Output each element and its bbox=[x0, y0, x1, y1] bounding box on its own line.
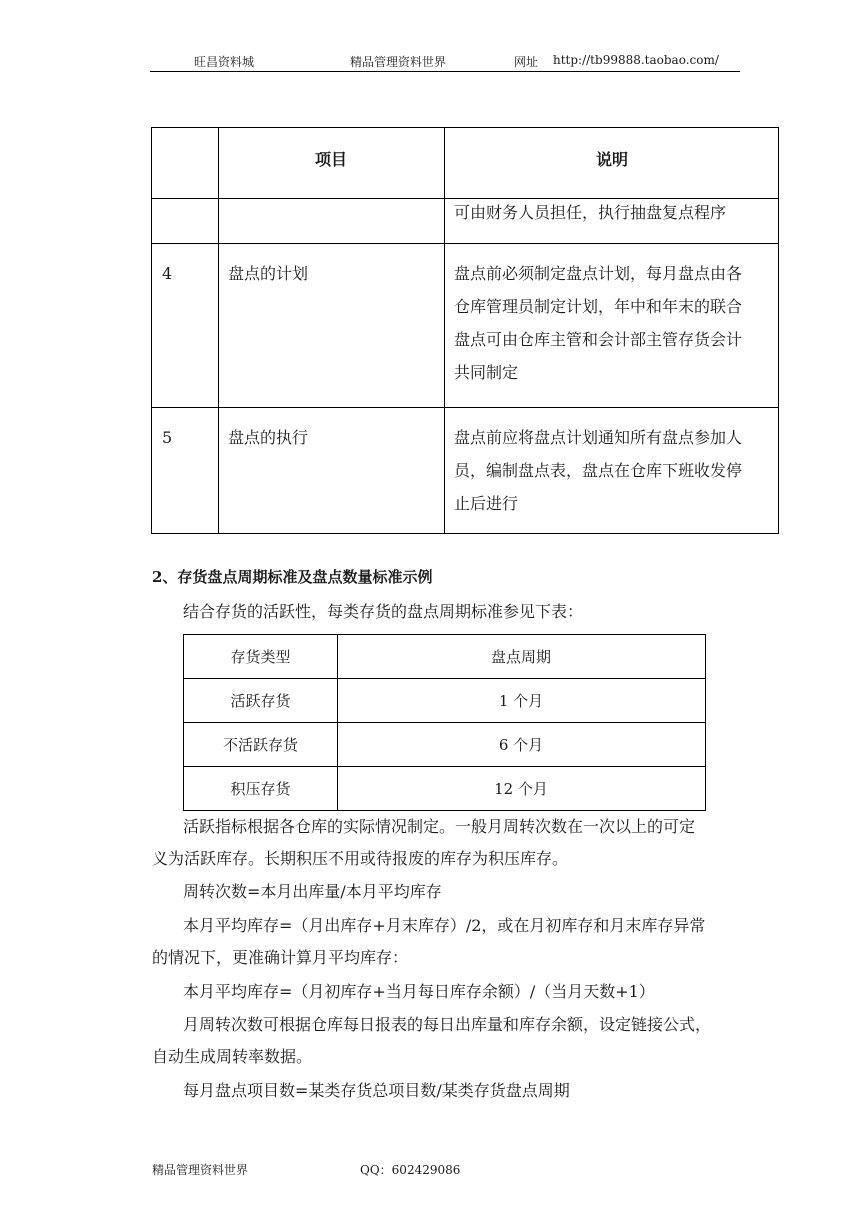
row-divider bbox=[152, 407, 778, 408]
table-cell-cycle: 1 个月 bbox=[498, 692, 544, 710]
table-header-type: 存货类型 bbox=[230, 648, 291, 666]
section-intro: 结合存货的活跃性，每类存货的盘点周期标准参见下表： bbox=[183, 602, 584, 621]
row-divider bbox=[152, 243, 778, 244]
inventory-count-table bbox=[151, 127, 779, 534]
header-site-name: 旺昌资料城 bbox=[194, 55, 255, 69]
table-cell-num: 5 bbox=[162, 428, 173, 447]
count-cycle-table bbox=[183, 634, 706, 811]
table-header-item: 项目 bbox=[314, 150, 347, 169]
paragraph-line: 活跃指标根据各仓库的实际情况制定。一般月周转次数在一次以上的可定 bbox=[183, 817, 696, 836]
paragraph-line: 的情况下，更准确计算月平均库存： bbox=[152, 948, 409, 967]
table-cell-type: 积压存货 bbox=[230, 780, 291, 798]
col-divider bbox=[444, 128, 445, 533]
table-cell-desc: 止后进行 bbox=[454, 494, 519, 513]
table-cell-desc: 共同制定 bbox=[454, 363, 519, 382]
header-url-link[interactable]: http://tb99888.taobao.com/ bbox=[553, 53, 719, 67]
paragraph-line: 本月平均库存=（月初库存+当月每日库存余额）/（当月天数+1） bbox=[183, 982, 655, 1001]
col-divider bbox=[218, 128, 219, 533]
table-cell-item: 盘点的执行 bbox=[228, 428, 309, 447]
header-url-label: 网址 bbox=[514, 55, 539, 69]
table-cell-cycle: 6 个月 bbox=[498, 736, 544, 754]
header-divider bbox=[150, 71, 740, 72]
section-heading: 2、存货盘点周期标准及盘点数量标准示例 bbox=[152, 568, 433, 586]
table-cell-type: 活跃存货 bbox=[230, 692, 291, 710]
table-cell-desc: 盘点前应将盘点计划通知所有盘点参加人 bbox=[454, 428, 743, 447]
table-cell-desc: 仓库管理员制定计划，年中和年末的联合 bbox=[454, 297, 743, 316]
paragraph-line: 义为活跃库存。长期积压不用或待报废的库存为积压库存。 bbox=[152, 849, 569, 868]
paragraph-line: 自动生成周转率数据。 bbox=[152, 1047, 313, 1066]
table-header-cycle: 盘点周期 bbox=[490, 648, 551, 666]
table-cell-desc: 员，编制盘点表，盘点在仓库下班收发停 bbox=[454, 461, 743, 480]
table-cell-type: 不活跃存货 bbox=[222, 736, 298, 754]
table-cell-desc: 盘点前必须制定盘点计划，每月盘点由各 bbox=[454, 264, 743, 283]
header-title: 精品管理资料世界 bbox=[350, 55, 447, 69]
table-cell-num: 4 bbox=[162, 264, 173, 283]
paragraph-line: 本月平均库存=（月出库存+月末库存）/2，或在月初库存和月末库存异常 bbox=[183, 916, 706, 935]
table-cell-desc: 盘点可由仓库主管和会计部主管存货会计 bbox=[454, 330, 743, 349]
table-cell-desc: 可由财务人员担任，执行抽盘复点程序 bbox=[454, 203, 727, 222]
paragraph-line: 每月盘点项目数=某类存货总项目数/某类存货盘点周期 bbox=[183, 1081, 570, 1100]
table-cell-cycle: 12 个月 bbox=[494, 780, 548, 798]
footer-site-name: 精品管理资料世界 bbox=[152, 1163, 249, 1177]
footer-qq: QQ：602429086 bbox=[360, 1163, 461, 1177]
paragraph-line: 月周转次数可根据仓库每日报表的每日出库量和库存余额，设定链接公式， bbox=[183, 1015, 712, 1034]
table-header-desc: 说明 bbox=[595, 150, 628, 169]
table-cell-item: 盘点的计划 bbox=[228, 264, 309, 283]
paragraph-line: 周转次数=本月出库量/本月平均库存 bbox=[183, 882, 442, 901]
